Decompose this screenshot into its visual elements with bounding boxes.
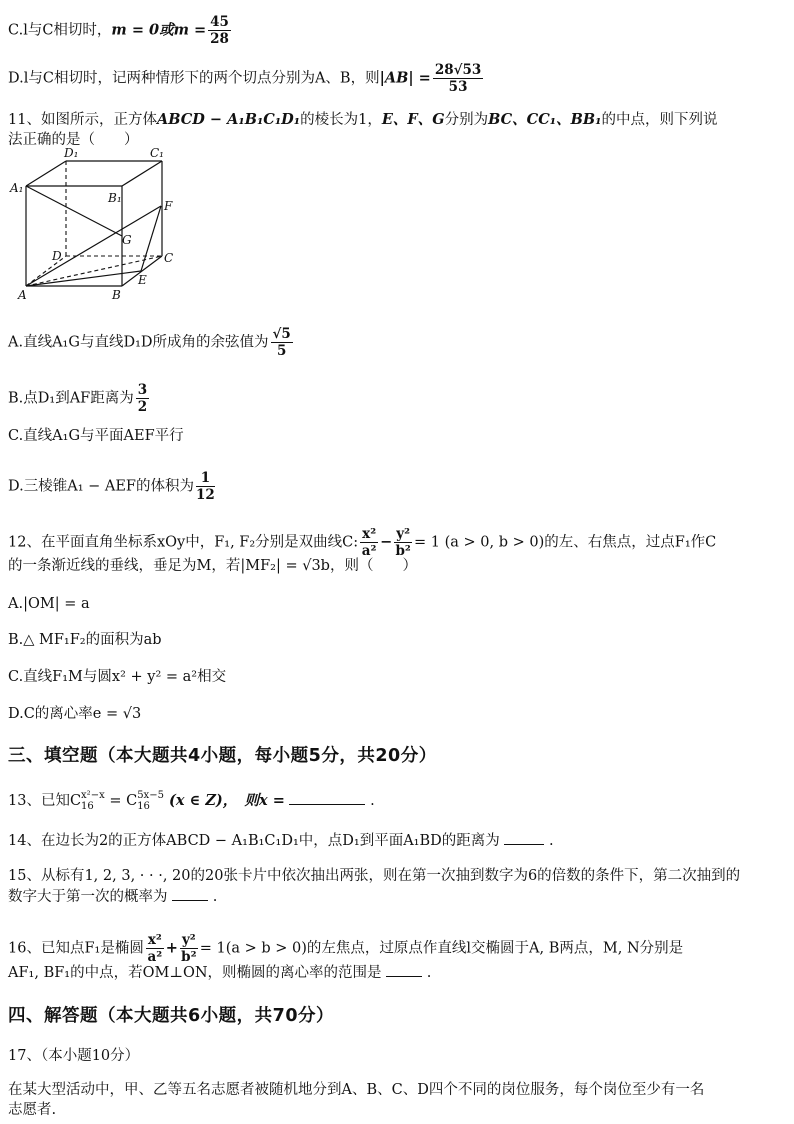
label-b: B xyxy=(112,288,121,302)
q15-line2: 数字大于第一次的概率为 . xyxy=(8,886,217,907)
q12-stem-line2: 的一条渐近线的垂线，垂足为M，若|MF₂| = √3b，则（ ） xyxy=(8,558,417,574)
fraction: $\frac{28√53}{53}$ xyxy=(434,62,482,95)
fraction: $\frac{3}{2}$ xyxy=(137,382,148,415)
label-g: G xyxy=(122,233,132,247)
label-c1: C₁ xyxy=(150,146,164,160)
section-3-heading: 三、填空题（本大题共4小题，每小题5分，共20分） xyxy=(8,746,437,766)
q15-line1: 15、从标有1, 2, 3, · · ·, 20的20张卡片中依次抽出两张，则在第一次抽到数字为6的倍数的条件下，第二次抽到的 xyxy=(8,868,741,884)
q12-option-a: A.|OM| = a xyxy=(8,596,90,612)
answer-blank[interactable] xyxy=(504,830,544,845)
fraction: $\frac{\text{x²}}{\text{a²}}$ xyxy=(361,526,377,559)
q13: 13、已知C x²−x 16 = C 5x−5 16 (x ∈ Z)， 则x = . xyxy=(8,790,375,812)
label-c: C xyxy=(164,251,174,265)
label-d1: D₁ xyxy=(64,146,79,160)
fraction: $\frac{1}{12}$ xyxy=(196,470,215,503)
q16-line2: AF₁, BF₁的中点，若OM⊥ON，则椭圆的离心率的范围是 . xyxy=(8,962,431,983)
fraction: $\frac{\text{y²}}{\text{b²}}$ xyxy=(395,526,411,559)
q17-line1: 在某大型活动中，甲、乙等五名志愿者被随机地分到A、B、C、D四个不同的岗位服务，每个岗位至少有一名 xyxy=(8,1082,705,1098)
answer-blank[interactable] xyxy=(172,886,208,901)
q11-stem-line2: 法正确的是（ ） xyxy=(8,132,139,148)
answer-blank[interactable] xyxy=(386,962,422,977)
fraction: $\frac{\text{x²}}{\text{a²}}$ xyxy=(147,932,163,965)
fraction: $\frac{√5}{5}$ xyxy=(272,326,291,359)
fraction: $\frac{\text{y²}}{\text{b²}}$ xyxy=(181,932,197,965)
q17-header: 17、（本小题10分） xyxy=(8,1048,140,1064)
q11-option-c: C.直线A₁G与平面AEF平行 xyxy=(8,428,184,444)
answer-blank[interactable] xyxy=(289,790,365,805)
q11-stem-line1: 11、如图所示，正方体ABCD − A₁B₁C₁D₁的棱长为1，E、F、G分别为BC、CC₁、BB₁的中点，则下列说 xyxy=(8,111,718,128)
q11-option-b: B.点D₁到AF距离为 $\frac{3}{2}$ xyxy=(8,382,148,415)
label-e: E xyxy=(138,273,147,287)
q14: 14、在边长为2的正方体ABCD − A₁B₁C₁D₁中，点D₁到平面A₁BD的距离为 . xyxy=(8,830,554,851)
label-f: F xyxy=(164,199,173,213)
q11-option-a: A.直线A₁G与直线D₁D所成角的余弦值为 $\frac{√5}{5}$ xyxy=(8,326,291,359)
q12-option-c: C.直线F₁M与圆x² + y² = a²相交 xyxy=(8,669,227,685)
section-4-heading: 四、解答题（本大题共6小题，共70分） xyxy=(8,1006,335,1026)
q12-option-d: D.C的离心率e = √3 xyxy=(8,706,142,722)
q10-option-c: C.l与C相切时，m = 0或m = $\frac{45}{28}$ xyxy=(8,14,229,47)
q12-option-b: B.△ MF₁F₂的面积为ab xyxy=(8,632,162,648)
q12-stem-line1: 12、在平面直角坐标系xOy中，F₁, F₂分别是双曲线C: $\frac{\text{x²}}{\text{a²}}$ − $\frac{\text{y²}}{\text{b²}}$ = 1 (a > 0, b > 0)的左、右焦点，过点F₁作C xyxy=(8,526,717,559)
q10-option-d: D.l与C相切时，记两种情形下的两个切点分别为A、B，则|AB| = $\frac{28√53}{53}$ xyxy=(8,62,482,95)
label-b1: B₁ xyxy=(108,191,122,205)
label-d: D xyxy=(52,249,62,263)
q17-line2: 志愿者. xyxy=(8,1102,57,1118)
cube-figure xyxy=(6,146,186,304)
fraction: $\frac{45}{28}$ xyxy=(210,14,229,47)
q11-option-d: D.三棱锥A₁ − AEF的体积为 $\frac{1}{12}$ xyxy=(8,470,215,503)
label-a: A xyxy=(18,288,27,302)
q16-line1: 16、已知点F₁是椭圆 $\frac{\text{x²}}{\text{a²}}$ + $\frac{\text{y²}}{\text{b²}}$ = 1(a > b > 0)的左焦点，过原点作直线l交椭圆于A, B两点，M, N分别是 xyxy=(8,932,684,965)
label-a1: A₁ xyxy=(10,181,24,195)
